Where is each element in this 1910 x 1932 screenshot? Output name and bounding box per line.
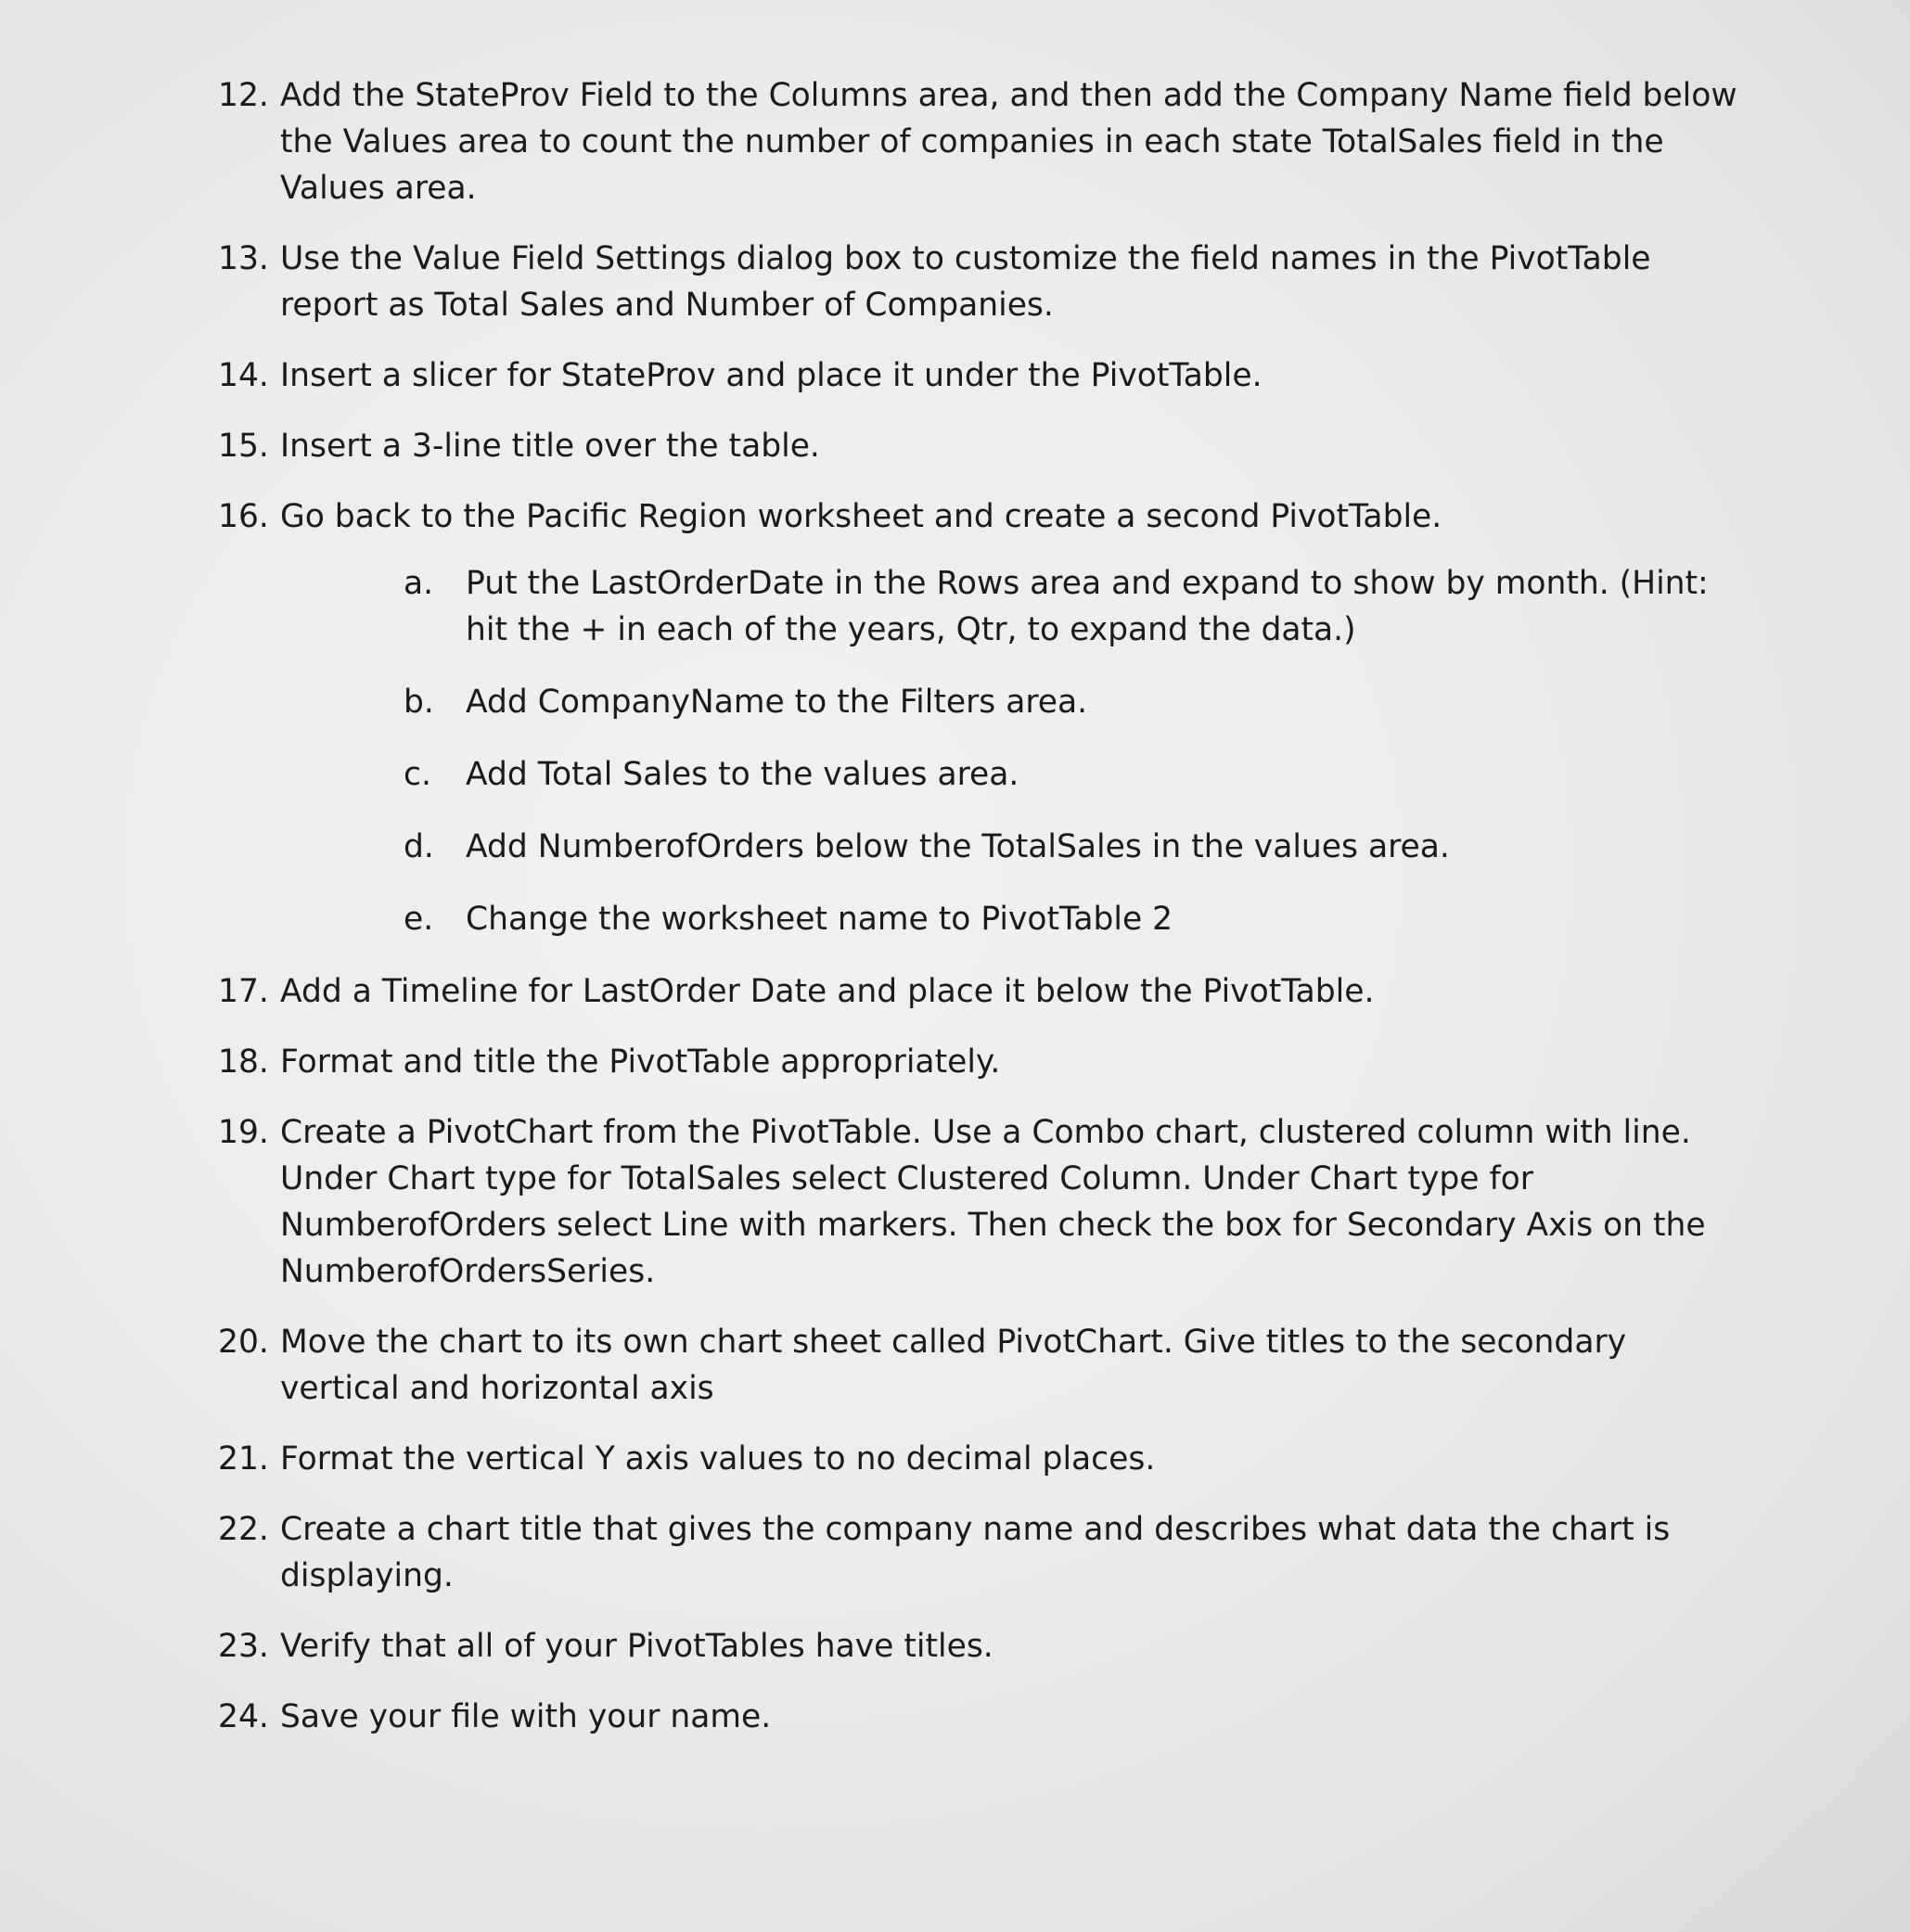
sub-step-text: Change the worksheet name to PivotTable 2 — [466, 901, 1173, 938]
step-15 — [218, 423, 1739, 469]
sub-step-letter: e. — [404, 901, 434, 938]
step-text: Format and title the PivotTable appropriately. — [280, 1043, 1001, 1081]
sub-step-text: Add NumberofOrders below the TotalSales in the values area. — [466, 828, 1450, 865]
step-20 — [218, 1319, 1739, 1412]
step-19 — [218, 1109, 1739, 1295]
sub-step-d — [280, 824, 1739, 870]
step-number: 12. — [218, 77, 269, 114]
step-14 — [218, 352, 1739, 399]
step-21 — [218, 1436, 1739, 1482]
sub-step-c — [280, 751, 1739, 798]
instruction-list — [218, 72, 1739, 1764]
sub-step-letter: d. — [404, 828, 434, 865]
step-text: Move the chart to its own chart sheet called PivotChart. Give titles to the secondary vertical and horizontal axis — [280, 1324, 1627, 1407]
sub-step-text: Add CompanyName to the Filters area. — [466, 684, 1088, 721]
step-22 — [218, 1506, 1739, 1599]
sub-step-e — [280, 896, 1739, 942]
sub-step-letter: a. — [404, 565, 434, 602]
sub-step-list — [280, 560, 1739, 942]
step-text: Format the vertical Y axis values to no decimal places. — [280, 1440, 1156, 1478]
step-number: 22. — [218, 1511, 269, 1548]
step-23 — [218, 1623, 1739, 1670]
step-number: 23. — [218, 1628, 269, 1665]
step-number: 16. — [218, 498, 269, 535]
step-number: 13. — [218, 240, 269, 277]
step-number: 14. — [218, 357, 269, 394]
step-number: 20. — [218, 1324, 269, 1361]
step-number: 18. — [218, 1043, 269, 1081]
sub-step-text: Add Total Sales to the values area. — [466, 756, 1019, 793]
step-number: 24. — [218, 1698, 269, 1735]
step-16 — [218, 493, 1739, 942]
step-number: 19. — [218, 1114, 269, 1151]
step-number: 21. — [218, 1440, 269, 1478]
sub-step-letter: b. — [404, 684, 434, 721]
step-text: Insert a 3-line title over the table. — [280, 428, 820, 465]
step-13 — [218, 236, 1739, 328]
step-text: Add the StateProv Field to the Columns area, and then add the Company Name field below the Values area to count the number of companies in each state TotalSales field in the Values area. — [280, 77, 1737, 207]
step-text: Save your file with your name. — [280, 1698, 772, 1735]
step-text: Insert a slicer for StateProv and place it under the PivotTable. — [280, 357, 1263, 394]
step-text: Use the Value Field Settings dialog box to customize the field names in the PivotTable report as Total Sales and Number of Companies. — [280, 240, 1651, 324]
step-17 — [218, 968, 1739, 1015]
step-24 — [218, 1694, 1739, 1740]
step-text: Verify that all of your PivotTables have titles. — [280, 1628, 993, 1665]
step-text: Create a PivotChart from the PivotTable. Use a Combo chart, clustered column with line. Under Chart type for TotalSales select Clustered Column. Under Chart type for NumberofOrders select Line with markers. Then check the box for Secondary Axis on the NumberofOrdersSeries. — [280, 1114, 1706, 1290]
sub-step-text: Put the LastOrderDate in the Rows area and expand to show by month. (Hint: hit the + in each of the years, Qtr, to expand the data.) — [466, 565, 1709, 648]
sub-step-letter: c. — [404, 756, 431, 793]
step-text: Go back to the Pacific Region worksheet and create a second PivotTable. — [280, 498, 1442, 535]
sub-step-a — [280, 560, 1739, 653]
sub-step-b — [280, 679, 1739, 725]
step-number: 15. — [218, 428, 269, 465]
step-text: Create a chart title that gives the company name and describes what data the chart is displaying. — [280, 1511, 1671, 1594]
step-text: Add a Timeline for LastOrder Date and place it below the PivotTable. — [280, 973, 1375, 1010]
step-12 — [218, 72, 1739, 211]
step-18 — [218, 1039, 1739, 1085]
step-number: 17. — [218, 973, 269, 1010]
